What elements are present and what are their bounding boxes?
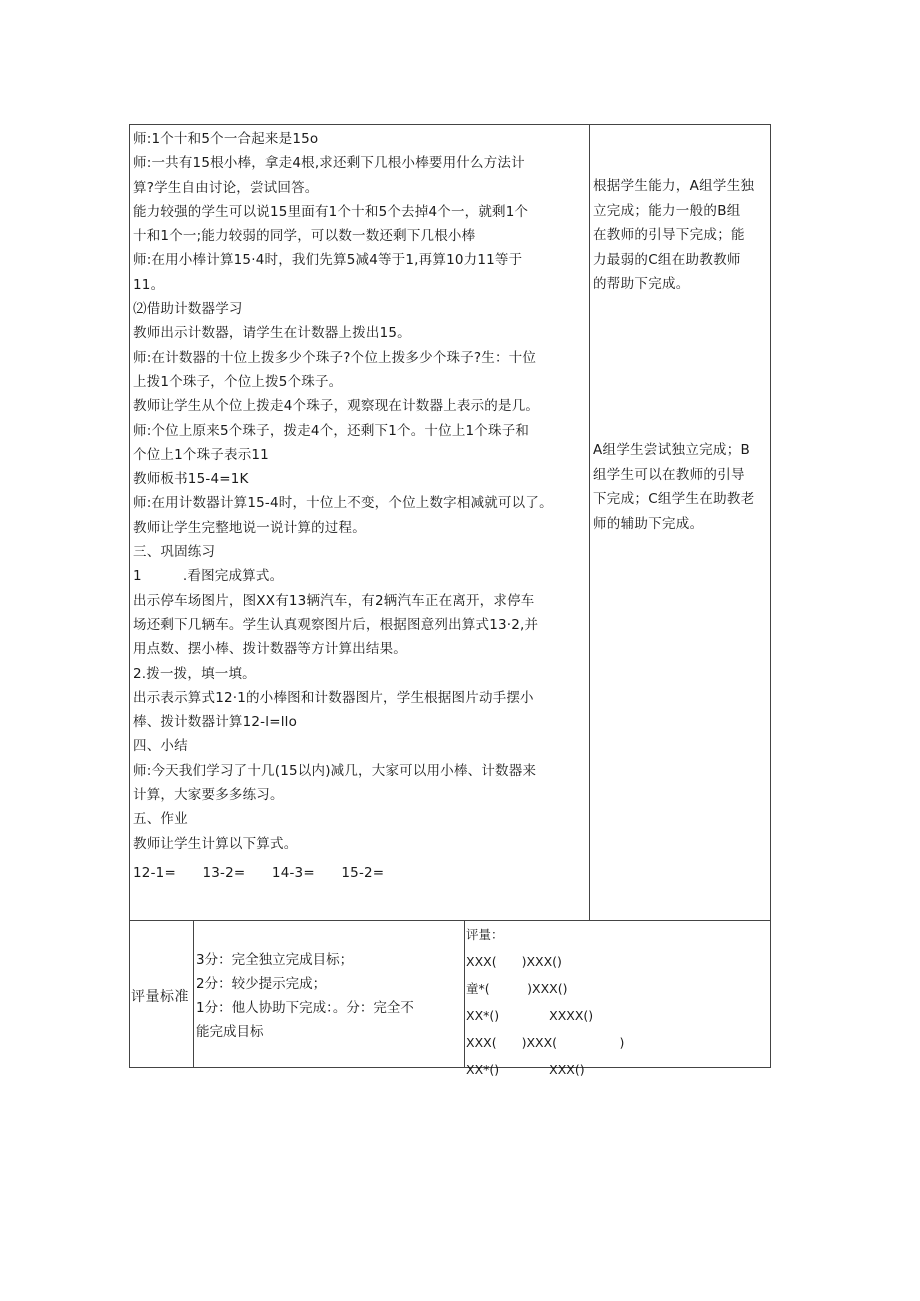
note-line: 组学生可以在教师的引导	[593, 466, 745, 483]
text-line: 师:1个十和5个一合起来是15o	[133, 131, 319, 147]
score-line: XXX( )XXX( )	[466, 1035, 625, 1050]
text-line: 师:在计数器的十位上拨多少个珠子?个位上拨多少个珠子?生：十位	[133, 349, 537, 366]
calc-item: 15-2=	[341, 864, 385, 881]
evaluation-scores	[466, 921, 624, 1083]
text-line: 1 .看图完成算式。	[133, 568, 284, 585]
note-line: 根据学生能力，A组学生独	[593, 178, 755, 194]
differentiation-note-2	[593, 438, 771, 536]
note-line: 的帮助下完成。	[593, 276, 690, 292]
text-line: 师:在用小棒计算15·4时，我们先算5减4等于1,再算10力11等于	[133, 252, 523, 269]
section-heading: 五、作业	[133, 811, 188, 828]
text-line: 11。	[133, 276, 165, 293]
differentiation-note-1	[593, 174, 771, 297]
section-heading: 三、巩固练习	[133, 544, 216, 561]
note-line: 在教师的引导下完成；能	[593, 227, 745, 243]
note-line: A组学生尝试独立完成；B	[593, 442, 751, 458]
text-line: 教师让学生计算以下算式。	[133, 835, 298, 852]
eval-label-divider	[193, 920, 194, 1068]
text-line: 2.拨一拨，填一填。	[133, 665, 256, 682]
column-divider	[589, 124, 590, 921]
text-line: 师:一共有15根小棒，拿走4根,求还剩下几根小棒要用什么方法计	[133, 155, 525, 172]
criteria-line: 3分：完全独立完成目标；	[196, 952, 354, 968]
text-line: 棒、拨计数器计算12-l=llo	[133, 714, 298, 731]
note-line: 力最弱的C组在助教教师	[593, 251, 741, 268]
calc-item: 13-2=	[202, 864, 246, 881]
text-line: 教师让学生从个位上拨走4个珠子，观察现在计数器上表示的是几。	[133, 398, 540, 415]
note-line: 师的辅助下完成。	[593, 515, 704, 532]
criteria-line: 2分：较少提示完成；	[196, 976, 327, 992]
text-line: 师:今天我们学习了十几(15以内)减几，大家可以用小棒、计数器来	[133, 762, 537, 779]
text-line: 上拨1个珠子，个位上拨5个珠子。	[133, 373, 343, 390]
text-line: 师:个位上原来5个珠子，拨走4个，还剩下1个。十位上1个珠子和	[133, 422, 530, 439]
homework-calcs	[133, 861, 589, 885]
score-line: XX*() XXX()	[466, 1062, 585, 1077]
text-line: 场还剩下几辆车。学生认真观察图片后，根据图意列出算式13·2,并	[133, 616, 539, 633]
text-line: 用点数、摆小棒、拨计数器等方计算出结果。	[133, 641, 407, 658]
text-line: 计算，大家要多多练习。	[133, 787, 284, 804]
text-line: 能力较强的学生可以说15里面有1个十和5个去掉4个一，就剩1个	[133, 203, 529, 220]
evaluation-label: 评量标准	[131, 989, 189, 1005]
text-line: 算?学生自由讨论，尝试回答。	[133, 179, 319, 196]
text-line: 教师让学生完整地说一说计算的过程。	[133, 519, 366, 536]
text-line: 师:在用计数器计算15-4时，十位上不变，个位上数字相减就可以了。	[133, 495, 553, 512]
score-line: 评量：	[466, 927, 504, 942]
criteria-line: 能完成目标	[196, 1024, 264, 1040]
text-line: 教师板书15-4=1K	[133, 471, 249, 488]
text-line: 教师出示计数器，请学生在计数器上拨出15。	[133, 325, 411, 342]
evaluation-scores-cell	[465, 921, 770, 1077]
calc-item: 14-3=	[271, 864, 315, 881]
criteria-line: 1分：他人协助下完成：。分：完全不	[196, 1000, 414, 1016]
evaluation-criteria	[196, 948, 464, 1044]
text-line: 十和1个一;能力较弱的同学，可以数一数还剩下几根小棒	[133, 228, 476, 245]
note-line: 下完成；C组学生在助教老	[593, 491, 755, 507]
text-line: 出示停车场图片，图XX有13辆汽车，有2辆汽车正在离开，求停车	[133, 592, 535, 609]
section-heading: 四、小结	[133, 738, 188, 755]
score-line: 童*( )XXX()	[466, 981, 568, 996]
score-line: XXX( )XXX()	[466, 954, 562, 969]
text-line: 出示表示算式12·1的小棒图和计数器图片，学生根据图片动手摆小	[133, 689, 534, 706]
note-line: 立完成；能力一般的B组	[593, 202, 741, 219]
teaching-process-text	[133, 127, 589, 885]
section-heading: ⑵借助计数器学习	[133, 301, 243, 318]
text-line: 个位上1个珠子表示11	[133, 446, 269, 463]
calc-item: 12-1=	[133, 864, 176, 881]
score-line: XX*() XXXX()	[466, 1008, 594, 1023]
